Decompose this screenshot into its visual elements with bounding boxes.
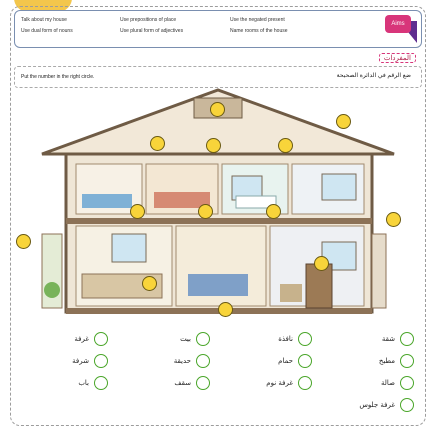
label-circle[interactable]: [218, 302, 233, 317]
label-circle[interactable]: [206, 138, 221, 153]
objective-item: Use plural form of adjectives: [120, 28, 184, 34]
vocab-item[interactable]: [78, 376, 108, 390]
answer-circle[interactable]: [400, 398, 414, 412]
vocab-item[interactable]: [266, 376, 312, 390]
answer-circle[interactable]: [196, 332, 210, 346]
vocab-item[interactable]: [174, 376, 210, 390]
label-circle[interactable]: [266, 204, 281, 219]
vocab-item[interactable]: [174, 354, 210, 368]
label-circle[interactable]: [210, 102, 225, 117]
objective-item: Use dual form of nouns: [21, 28, 73, 34]
vocab-item[interactable]: [359, 398, 414, 412]
house-illustration: [22, 84, 414, 318]
vocab-word: حديقة: [173, 357, 191, 365]
answer-circle[interactable]: [196, 354, 210, 368]
vocab-word: بيت: [180, 335, 191, 343]
vocab-item[interactable]: [74, 332, 108, 346]
answer-circle[interactable]: [298, 376, 312, 390]
vocab-item[interactable]: [278, 354, 312, 368]
vocab-grid: [16, 324, 420, 420]
answer-circle[interactable]: [400, 376, 414, 390]
vocab-item[interactable]: [381, 376, 414, 390]
label-circle[interactable]: [198, 204, 213, 219]
vocab-item[interactable]: [382, 332, 414, 346]
vocab-word: سقف: [174, 379, 191, 387]
label-circle[interactable]: [386, 212, 401, 227]
vocab-item[interactable]: [278, 332, 312, 346]
vocab-word: غرفة: [74, 335, 89, 343]
instruction-english: Put the number in the right circle.: [21, 74, 95, 80]
objective-item: Use prepositions of place: [120, 17, 177, 23]
window-upper-right: [322, 174, 356, 200]
aims-badge: Aims: [385, 15, 411, 33]
hall-cabinet: [280, 284, 302, 302]
label-circle[interactable]: [314, 256, 329, 271]
vocab-item[interactable]: [180, 332, 210, 346]
label-circle[interactable]: [336, 114, 351, 129]
vocab-item[interactable]: [72, 354, 108, 368]
vocab-word: شقة: [381, 335, 395, 343]
vocab-word: صالة: [381, 379, 395, 387]
house-svg: [22, 84, 414, 318]
answer-circle[interactable]: [298, 332, 312, 346]
answer-circle[interactable]: [298, 354, 312, 368]
sofa: [188, 274, 248, 296]
side-stairs: [372, 234, 386, 308]
label-circle[interactable]: [142, 276, 157, 291]
vocab-word: شرفة: [72, 357, 89, 365]
instruction-arabic: ضع الرقم في الدائرة الصحيحة: [336, 73, 411, 79]
vocab-word: غرفة نوم: [266, 379, 293, 387]
floor-divider: [66, 218, 372, 224]
answer-circle[interactable]: [94, 376, 108, 390]
section-vocab-label: المفردات: [379, 53, 416, 63]
vocab-word: حمام: [278, 357, 293, 365]
garden-plant: [44, 282, 60, 298]
vocab-word: باب: [78, 379, 89, 387]
vocab-word: غرفة جلوس: [359, 401, 395, 409]
answer-circle[interactable]: [94, 354, 108, 368]
vocab-word: مطبخ: [378, 357, 395, 365]
vocab-word: نافذة: [278, 335, 293, 343]
answer-circle[interactable]: [400, 354, 414, 368]
label-circle[interactable]: [150, 136, 165, 151]
objective-item: Use the negated present: [230, 17, 285, 23]
label-circle[interactable]: [278, 138, 293, 153]
answer-circle[interactable]: [196, 376, 210, 390]
bed-kids: [82, 194, 132, 208]
label-circle[interactable]: [130, 204, 145, 219]
objective-item: Talk about my house: [21, 17, 67, 23]
window-kitchen: [112, 234, 146, 262]
objective-item: Name rooms of the house: [230, 28, 288, 34]
answer-circle[interactable]: [400, 332, 414, 346]
objectives-box: [14, 10, 422, 48]
vocab-item[interactable]: [379, 354, 414, 368]
answer-circle[interactable]: [94, 332, 108, 346]
label-circle[interactable]: [16, 234, 31, 249]
